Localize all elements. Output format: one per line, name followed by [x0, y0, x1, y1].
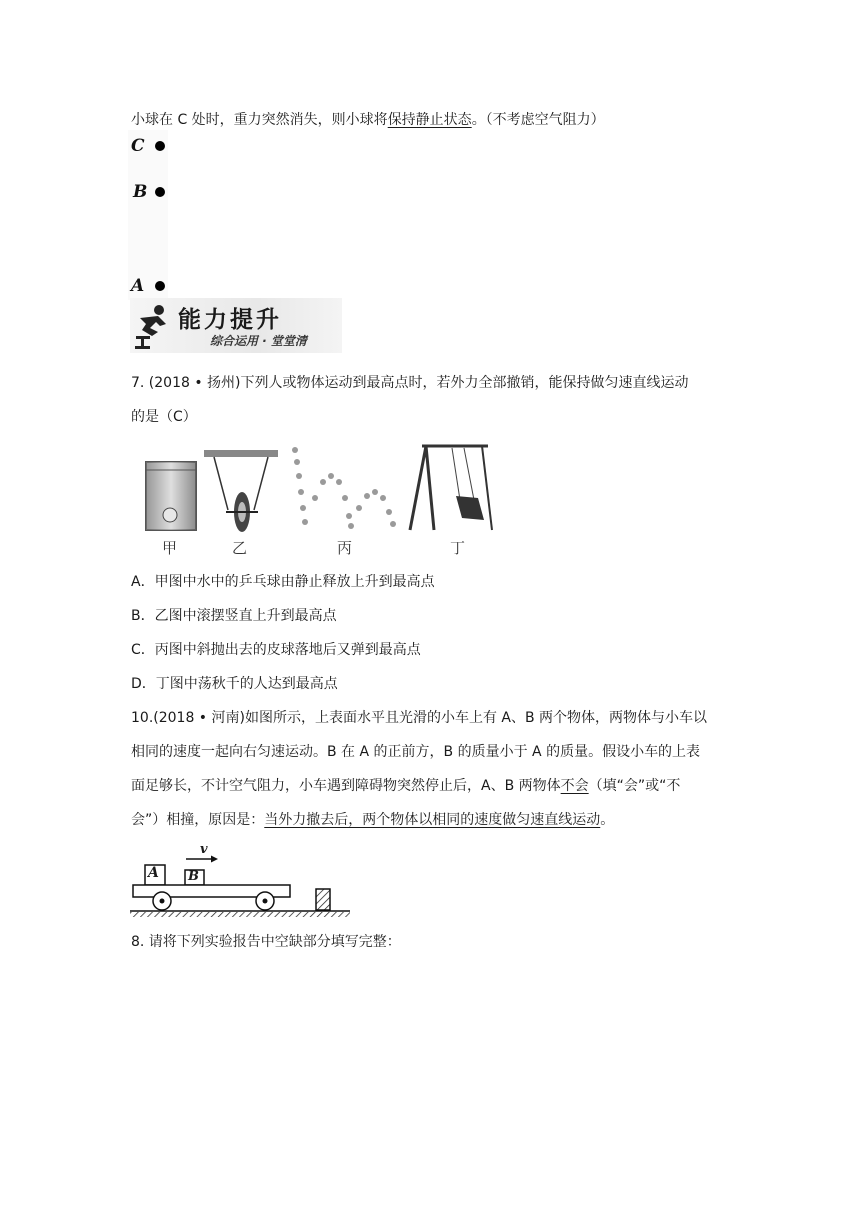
point-b-dot: [155, 187, 165, 197]
intro-prefix: 小球在 C 处时，重力突然消失，则小球将: [131, 112, 388, 128]
point-c-label: C: [131, 136, 145, 156]
q10-answer-1: 不会: [560, 778, 589, 794]
q7-option-d: D．丁图中荡秋千的人达到最高点: [131, 676, 338, 692]
point-b-label: B: [133, 182, 148, 202]
velocity-label: v: [200, 842, 208, 857]
figure-label-yi: 乙: [232, 539, 248, 557]
cart-diagram: [130, 842, 352, 922]
q7-line-2: 的是（C）: [131, 409, 197, 425]
q10-line-3-suffix: （填“会”或“不: [588, 778, 681, 794]
q10-line-4: [131, 810, 614, 830]
points-figure: [128, 130, 168, 300]
intro-line: [131, 110, 605, 130]
q7-option-c: C．丙图中斜抛出去的皮球落地后又弹到最高点: [131, 642, 421, 658]
block-b-label: B: [188, 869, 199, 884]
q10-line-4-suffix: 。: [600, 812, 615, 828]
banner-subtitle: 综合运用 · 堂堂清: [210, 334, 307, 348]
q10-line-4-prefix: 会”）相撞，原因是：: [131, 812, 265, 828]
q7-option-b: B．乙图中滚摆竖直上升到最高点: [131, 608, 337, 624]
obstacle: [316, 889, 330, 910]
figure-label-bing: 丙: [337, 539, 353, 557]
point-c-dot: [155, 141, 165, 151]
swing-figure: [402, 440, 502, 535]
figure-label-ding: 丁: [450, 539, 466, 557]
intro-answer: 保持静止状态: [387, 112, 472, 128]
q10-line-3-prefix: 面足够长，不计空气阻力，小车遇到障碍物突然停止后，A、B 两物体: [131, 778, 561, 794]
rolling-pendulum-figure: [202, 440, 282, 535]
q7-option-a: A．甲图中水中的乒乓球由静止释放上升到最高点: [131, 574, 435, 590]
point-a-label: A: [131, 276, 145, 296]
bouncing-ball-figure: [287, 440, 402, 535]
q10-answer-2: 当外力撤去后，两个物体以相同的速度做匀速直线运动: [264, 812, 601, 828]
q7-line-1: 7. (2018 • 扬州)下列人或物体运动到最高点时，若外力全部撤销，能保持做匀速直线运动: [131, 375, 689, 391]
figure-label-jia: 甲: [162, 539, 178, 557]
q10-line-3: [131, 776, 680, 796]
section-banner: [130, 298, 342, 353]
beaker-figure: [132, 440, 212, 535]
point-a-dot: [155, 281, 165, 291]
q10-line-1: 10.(2018 • 河南)如图所示，上表面水平且光滑的小车上有 A、B 两个物体，两物体与小车以: [131, 710, 708, 726]
cart-figure: [130, 842, 352, 922]
banner-title: 能力提升: [178, 307, 282, 333]
q8-line: 8. 请将下列实验报告中空缺部分填写完整：: [131, 934, 401, 950]
block-a-label: A: [148, 865, 159, 881]
intro-suffix: 。（不考虑空气阻力）: [471, 112, 605, 128]
q7-figures: [132, 440, 502, 560]
q10-line-2: 相同的速度一起向右匀速运动。B 在 A 的正前方，B 的质量小于 A 的质量。假设小车的上表: [131, 744, 701, 760]
hurdle-runner-icon: [132, 302, 172, 350]
